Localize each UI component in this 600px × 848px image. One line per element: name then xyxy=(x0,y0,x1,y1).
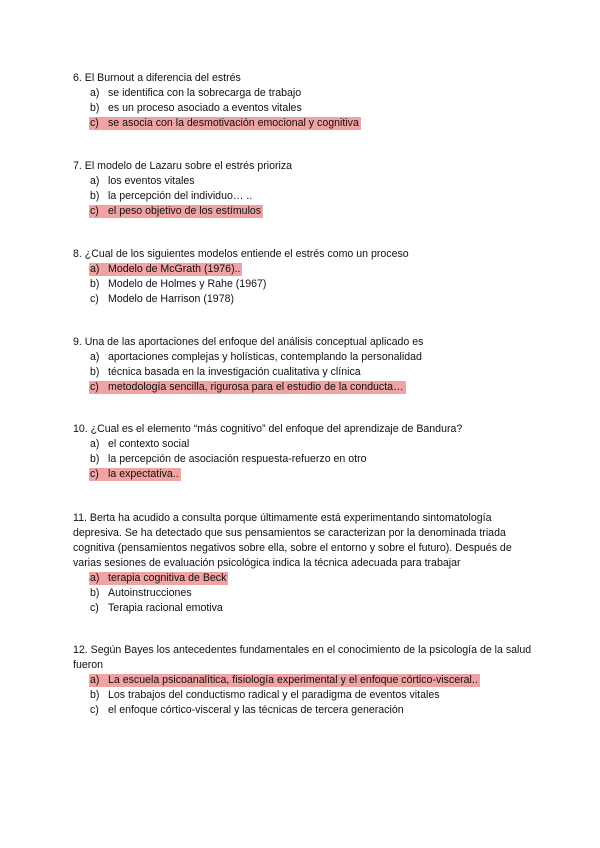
option-a xyxy=(73,174,533,189)
option-text: el enfoque córtico-visceral y las técnicas de tercera generación xyxy=(108,704,404,716)
question-9 xyxy=(73,335,533,395)
option-text: metodología sencilla, rigurosa para el estudio de la conducta… xyxy=(108,381,404,393)
option-letter: c) xyxy=(90,117,99,129)
option-list xyxy=(73,350,533,395)
question-11 xyxy=(73,511,533,616)
question-8 xyxy=(73,247,533,307)
option-c xyxy=(73,204,533,219)
option-text: el contexto social xyxy=(108,438,190,450)
option-b xyxy=(73,365,533,380)
option-text: se asocia con la desmotivación emocional y cognitiva xyxy=(108,117,359,129)
option-letter: a) xyxy=(90,438,100,450)
option-text: Modelo de Harrison (1978) xyxy=(108,293,235,305)
option-a xyxy=(73,437,533,452)
option-list xyxy=(73,86,533,131)
option-c xyxy=(73,380,533,395)
option-letter: a) xyxy=(90,175,100,187)
option-b xyxy=(73,586,533,601)
option-text: Autoinstrucciones xyxy=(108,587,192,599)
option-b xyxy=(73,101,533,116)
option-list xyxy=(73,571,533,616)
option-text: técnica basada en la investigación cualitativa y clínica xyxy=(108,366,361,378)
option-text: Modelo de Holmes y Rahe (1967) xyxy=(108,278,267,290)
option-a xyxy=(73,673,533,688)
question-6 xyxy=(73,71,533,131)
option-letter: a) xyxy=(90,263,100,275)
question-text: 7. El modelo de Lazaru sobre el estrés prioriza xyxy=(73,160,293,172)
option-letter: c) xyxy=(90,293,99,305)
option-c xyxy=(73,703,533,718)
option-c xyxy=(73,292,533,307)
option-text: la percepción de asociación respuesta-refuerzo en otro xyxy=(108,453,367,465)
option-letter: b) xyxy=(90,689,100,701)
option-list xyxy=(73,437,533,482)
option-c xyxy=(73,116,533,131)
option-text: se identifica con la sobrecarga de trabajo xyxy=(108,87,302,99)
option-text: terapia cognitiva de Beck xyxy=(108,572,227,584)
option-a xyxy=(73,350,533,365)
option-list xyxy=(73,174,533,219)
option-letter: b) xyxy=(90,366,100,378)
option-letter: b) xyxy=(90,278,100,290)
option-text: aportaciones complejas y holísticas, contemplando la personalidad xyxy=(108,351,422,363)
option-b xyxy=(73,452,533,467)
option-list xyxy=(73,262,533,307)
option-text: Los trabajos del conductismo radical y el paradigma de eventos vitales xyxy=(108,689,440,701)
question-10 xyxy=(73,422,533,482)
question-7 xyxy=(73,159,533,219)
option-letter: c) xyxy=(90,381,99,393)
question-text: 6. El Burnout a diferencia del estrés xyxy=(73,72,241,84)
option-c xyxy=(73,467,533,482)
option-list xyxy=(73,673,533,718)
option-letter: b) xyxy=(90,587,100,599)
option-letter: a) xyxy=(90,674,100,686)
option-letter: b) xyxy=(90,453,100,465)
option-text: la percepción del individuo… .. xyxy=(108,190,253,202)
option-b xyxy=(73,189,533,204)
option-b xyxy=(73,277,533,292)
option-text: los eventos vitales xyxy=(108,175,195,187)
option-letter: a) xyxy=(90,572,100,584)
option-text: Terapia racional emotiva xyxy=(108,602,223,614)
option-letter: c) xyxy=(90,602,99,614)
option-letter: c) xyxy=(90,468,99,480)
option-letter: a) xyxy=(90,87,100,99)
option-letter: a) xyxy=(90,351,100,363)
option-letter: b) xyxy=(90,102,100,114)
option-b xyxy=(73,688,533,703)
option-letter: c) xyxy=(90,704,99,716)
option-c xyxy=(73,601,533,616)
option-text: Modelo de McGrath (1976).. xyxy=(108,263,241,275)
question-12 xyxy=(73,643,533,718)
option-text: La escuela psicoanalítica, fisiología experimental y el enfoque córtico-visceral.. xyxy=(108,674,478,686)
option-text: el peso objetivo de los estímulos xyxy=(108,205,262,217)
question-text: 11. Berta ha acudido a consulta porque últimamente está experimentando sintomatología depresiva. Se ha detectado que sus pensamientos se caracterizan por la denominada triada cognitiva (pensamientos negativos sobre ella, sobre el entorno y sobre el futuro). Después de varias sesiones de evaluación psicológica indica la técnica adecuada para trabajar xyxy=(73,512,512,569)
option-letter: c) xyxy=(90,205,99,217)
question-text: 12. Según Bayes los antecedentes fundamentales en el conocimiento de la psicología de la salud fueron xyxy=(73,644,532,671)
option-text: es un proceso asociado a eventos vitales xyxy=(108,102,302,114)
question-text: 10. ¿Cual es el elemento “más cognitivo” del enfoque del aprendizaje de Bandura? xyxy=(73,423,463,435)
option-a xyxy=(73,86,533,101)
question-text: 9. Una de las aportaciones del enfoque del análisis conceptual aplicado es xyxy=(73,336,424,348)
option-a xyxy=(73,262,533,277)
option-letter: b) xyxy=(90,190,100,202)
option-a xyxy=(73,571,533,586)
option-text: la expectativa.. xyxy=(108,468,179,480)
question-text: 8. ¿Cual de los siguientes modelos entiende el estrés como un proceso xyxy=(73,248,409,260)
